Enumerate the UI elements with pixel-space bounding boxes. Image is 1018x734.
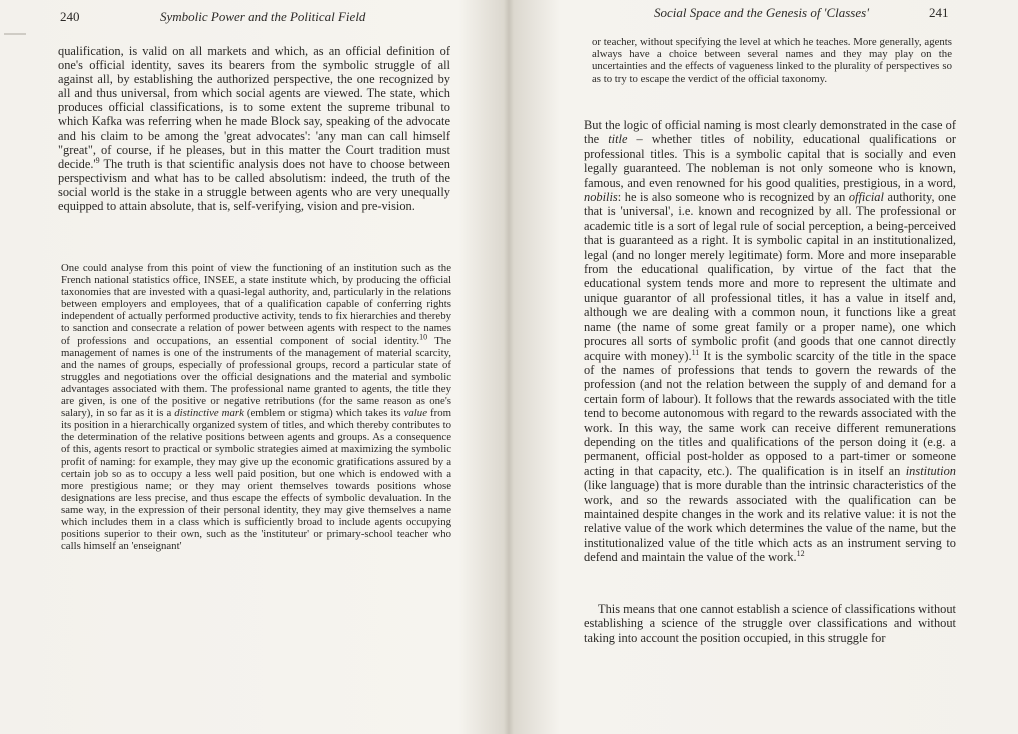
left-paragraph-2-smallprint: One could analyse from this point of view the functioning of an institution such as the French national statistics office, INSEE, a state institute which, by producing the official taxonomies that are invested with a quasi-legal authority, and, particularly in the relations between employers and employees, that of a qualification capable of conferring rights independent of actually performed productive activity, tends to fix hierarchies and thereby to sanction and consecrate a relation of power between agents with respect to the names of professions and occupations, an essential component of social identity.$^{10}$ The management of names is one of the instruments of the management of material scarcity, and the names of groups, especially of professional groups, record a particular state of struggles and negotiations over the official designations and the material and symbolic advantages associated with them. The professional name granted to agents, the title they are given, is one of the positive or negative retributions (for the same reason as one's salary), in so far as it is a distinctive mark (emblem or stigma) which takes its value from its position in a hierarchically organized system of titles, and which thereby contributes to the determination of the relative positions between agents and groups. As a consequence of this, agents resort to practical or symbolic strategies aimed at maximizing the symbolic profit of naming: for example, they may give up the economic gratifications assured by a certain job so as to occupy a less well paid position, but one which is endowed with a more prestigious name; or they may orient themselves towards positions whose designations are less precise, and thus escape the effects of symbolic devaluation. In the same way, in the expression of their personal identity, they may give themselves a name which includes them in a class which is sufficiently broad to include agents occupying positions superior to their own, such as the 'instituteur' or primary-school teacher who calls himself an 'enseignant' [61, 262, 452, 553]
right-page-number: 241 [929, 5, 949, 20]
right-running-head: Social Space and the Genesis of 'Classes' [654, 5, 869, 20]
right-page [509, 0, 1018, 734]
right-paragraph-3: This means that one cannot establish a science of classifications without establishing a science of the struggle over classifications and without taking into account the position occupied, in this struggle for [584, 602, 956, 645]
right-paragraph-1-smallprint: or teacher, without specifying the level at which he teaches. More generally, agents always have a choice between several names and they may play on the uncertainties and the effects of vagueness linked to the plurality of perspectives so as to try to escape the verdict of the official taxonomy. [592, 36, 952, 85]
right-paragraph-2: But the logic of official naming is most clearly demonstrated in the case of the title – whether titles of nobility, educational qualifications or professional titles. This is a symbolic capital that is socially and even legally guaranteed. The nobleman is not only someone who is known, famous, and even renowned for his good qualities, prestigious, in a word, nobilis: he is also someone who is recognized by an official authority, one that is 'universal', i.e. known and recognized by all. The professional or academic title is a sort of legal rule of social perception, a being-perceived that is guaranteed as a right. It is symbolic capital in an institutionalized, legal (and no longer merely legitimate) form. More and more inseparable from the educational qualification, by virtue of the fact that the educational system tends more and more to represent the ultimate and unique guarantor of all professional titles, it has a value in itself and, although we are dealing with a common noun, it functions like a great name (the name of some great family or a proper name), one which procures all sorts of symbolic profit (and goods that one cannot directly acquire with money).$^{11}$ It is the symbolic scarcity of the title in the space of the names of professions that tends to govern the rewards of the profession (and not the relation between the supply of and demand for a certain form of labour). It follows that the rewards associated with the title tend to become autonomous with regard to the rewards associated with the work. In this way, the same work can receive different remunerations depending on the titles and qualifications of the person doing it (e.g. a permanent, official post-holder as opposed to a part-timer or someone acting in that capacity, etc.). The qualification is in itself an institution (like language) that is more durable than the intrinsic characteristics of the work, and so the rewards associated with the qualification can be maintained despite changes in the work and its relative value: it is not the relative value of the work which determines the value of the name, but the institutionalized value of the title which acts as an instrument serving to defend and maintain the value of the work.$^{12}$ [584, 118, 956, 565]
footnote-ref-11: 11 [691, 347, 700, 357]
left-running-head: Symbolic Power and the Political Field [160, 9, 366, 24]
footnote-ref-9: 9 [95, 155, 100, 165]
left-page-number: 240 [60, 9, 80, 24]
footnote-ref-12: 12 [796, 549, 805, 559]
left-paragraph-1: qualification, is valid on all markets and which, as an official definition of one's official identity, saves its bearers from the symbolic struggle of all against all, by establishing the authorized perspective, the one recognized by all and thus universal, from which social agents are viewed. The state, which produces official classifications, is to some extent the supreme tribunal to which Kafka was referring when he made Block say, speaking of the advocate and his claim to be among the 'great advocates': 'any man can call himself "great", of course, if he pleases, but in this matter the Court tradition must $decide.'^9$ The truth is that scientific analysis does not have to choose between perspectivism and what has to be called absolutism: indeed, the truth of the social world is the stake in a struggle between agents who are very unequally equipped to attain absolute, that is, self-verifying, vision and pre-vision. [58, 44, 450, 214]
footnote-ref-10: 10 [419, 331, 428, 341]
